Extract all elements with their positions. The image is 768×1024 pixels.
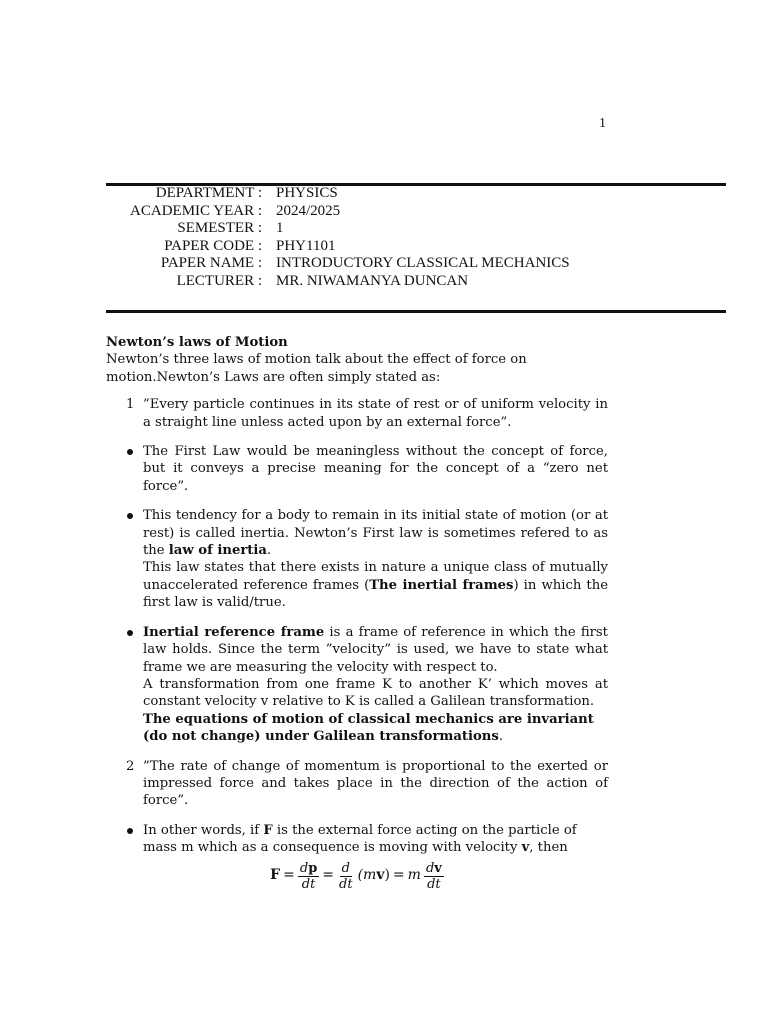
differential-d: d xyxy=(299,860,309,876)
fraction-denominator: dt xyxy=(427,876,441,892)
item-text: This tendency for a body to remain in its initial state of motion (or at rest) is called inertia. Newton’s First law is sometimes refered to as the xyxy=(143,508,608,559)
item-number: 2 xyxy=(126,758,135,774)
item-paragraph xyxy=(143,507,608,559)
list-item-first-law xyxy=(106,396,608,431)
equation-body xyxy=(270,861,444,892)
force-symbol: F xyxy=(270,867,281,884)
meta-key: ACADEMIC YEAR : xyxy=(130,202,262,219)
meta-row-paper-name xyxy=(106,255,726,273)
meta-key: PAPER CODE : xyxy=(164,237,262,254)
bold-symbol: v xyxy=(521,840,530,856)
fraction-d-dt xyxy=(337,861,355,892)
meta-value: 2024/2025 xyxy=(276,202,341,219)
fraction-denominator: dt xyxy=(339,876,353,892)
section-title: Newton’s laws of Motion xyxy=(106,335,288,350)
bold-symbol: F xyxy=(263,822,273,838)
item-paragraph xyxy=(143,624,608,676)
item-text: ”Every particle continues in its state of rest or of uniform velocity in a straight line unless acted upon by an external force”. xyxy=(143,397,608,430)
list-item-inertia xyxy=(106,507,608,611)
item-paragraph xyxy=(143,711,608,746)
list-item-zero-net-force xyxy=(106,443,608,495)
meta-value: INTRODUCTORY CLASSICAL MECHANICS xyxy=(276,255,570,272)
item-number: 1 xyxy=(126,397,135,413)
equals-sign: = xyxy=(392,867,405,884)
paren-close: ) xyxy=(384,867,390,884)
meta-value: PHYSICS xyxy=(276,185,338,201)
bullet-icon xyxy=(127,630,133,636)
bold-term: The equations of motion of classical mechanics are invariant (do not change) under Galilean transformations xyxy=(143,711,594,745)
header-bottom-rule xyxy=(106,310,726,313)
meta-row-department xyxy=(106,185,726,203)
equals-sign: = xyxy=(283,867,295,884)
meta-row-semester xyxy=(106,220,726,238)
meta-value: MR. NIWAMANYA DUNCAN xyxy=(276,272,469,289)
item-text: A transformation from one frame K to another K’ which moves at constant velocity v relative to K is called a Galilean transformation. xyxy=(143,676,608,710)
fraction-denominator: dt xyxy=(301,876,316,892)
section-intro: Newton’s three laws of motion talk about the effect of force on motion.Newton’s Laws are often simply stated as: xyxy=(106,352,527,385)
page-number: 1 xyxy=(599,116,606,131)
meta-value: 1 xyxy=(276,220,284,237)
meta-row-paper-code xyxy=(106,238,726,256)
item-paragraph xyxy=(143,559,608,611)
velocity-symbol: v xyxy=(434,860,442,876)
item-text: is a frame of reference in which the first law holds. Since the term ”velocity” is used, we have to state what frame we are measuring the velocity with respect to. xyxy=(143,624,608,675)
item-text: This law states that there exists in nature a unique class of mutually unaccelerated reference frames ( xyxy=(143,560,608,593)
momentum-symbol: p xyxy=(308,860,318,876)
list-item-force-definition xyxy=(106,822,608,857)
item-text: . xyxy=(266,543,272,559)
meta-row-academic-year xyxy=(106,203,726,221)
list-item-inertial-frame xyxy=(106,624,608,746)
fraction-dv-dt xyxy=(424,861,444,892)
bullet-icon xyxy=(127,828,133,834)
differential-d: d xyxy=(425,860,435,876)
item-text: . xyxy=(498,729,504,745)
paren-open-mass: (m xyxy=(357,867,377,884)
bold-term: The inertial frames xyxy=(369,577,514,593)
fraction-numerator xyxy=(424,861,444,877)
mass-symbol: m xyxy=(407,867,421,884)
item-paragraph xyxy=(143,676,608,711)
fraction-numerator: d xyxy=(341,860,350,876)
course-info-table xyxy=(106,185,726,291)
meta-key: PAPER NAME : xyxy=(160,255,262,272)
meta-value: PHY1101 xyxy=(276,237,336,254)
document-body xyxy=(106,334,608,901)
item-text: is the external force acting on the particle of mass m which as a consequence is moving with velocity xyxy=(143,822,577,856)
item-paragraph xyxy=(143,822,608,857)
meta-row-lecturer xyxy=(106,273,726,291)
item-text: ”The rate of change of momentum is proportional to the exerted or impressed force and takes place in the direction of the action of force”. xyxy=(143,758,608,809)
item-text: The First Law would be meaningless without the concept of force, but it conveys a precise meaning for the concept of a “zero net force”. xyxy=(143,444,608,494)
bullet-icon xyxy=(127,513,133,519)
newton-second-law-equation xyxy=(106,861,608,901)
item-text: In other words, if xyxy=(143,822,264,838)
bullet-icon xyxy=(127,449,133,455)
item-text: , then xyxy=(529,840,568,856)
bold-term: law of inertia xyxy=(168,543,267,559)
meta-key: DEPARTMENT : xyxy=(155,185,262,201)
item-text: ) in which the first law is valid/true. xyxy=(143,577,608,611)
equals-sign: = xyxy=(322,867,335,884)
meta-key: SEMESTER : xyxy=(177,220,262,237)
fraction-dp-dt xyxy=(298,861,319,892)
fraction-numerator xyxy=(298,861,319,877)
meta-key: LECTURER : xyxy=(176,272,262,289)
velocity-symbol: v xyxy=(376,867,385,884)
list-item-second-law xyxy=(106,758,608,810)
mass-velocity-product xyxy=(358,867,390,884)
bold-term: Inertial reference frame xyxy=(143,624,325,640)
